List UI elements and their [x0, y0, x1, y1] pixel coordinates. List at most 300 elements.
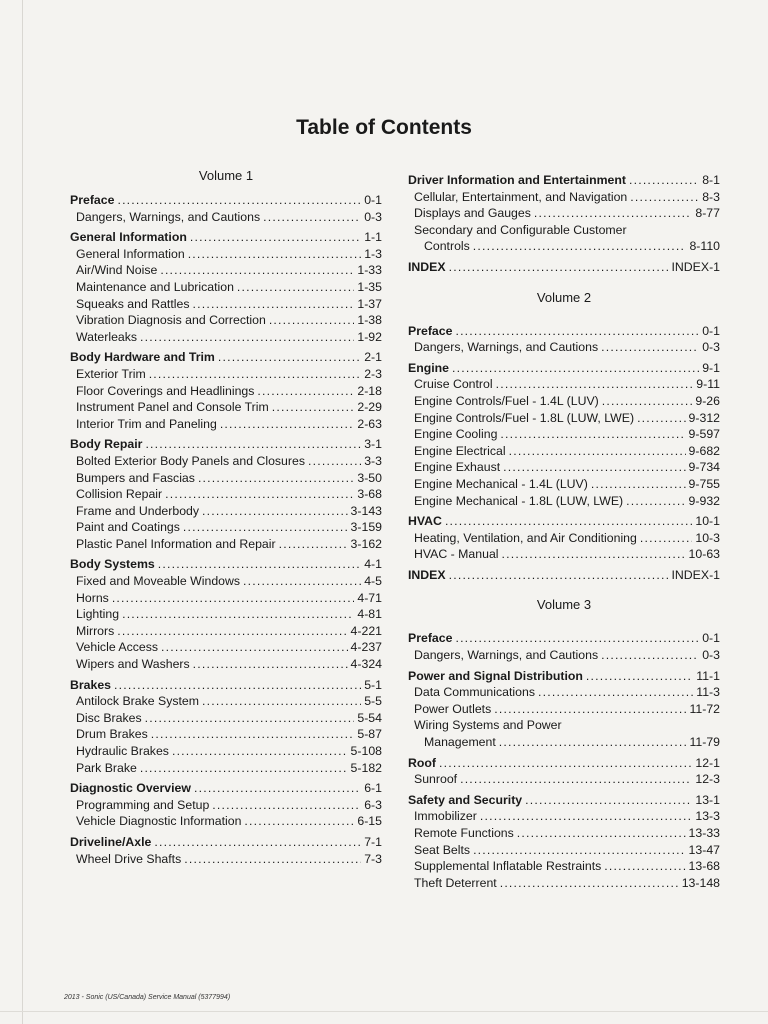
dot-leader — [452, 360, 699, 377]
toc-heading-label: INDEX — [408, 259, 446, 274]
toc-entry[interactable] — [70, 693, 382, 710]
toc-section — [70, 349, 382, 432]
dot-leader — [269, 312, 355, 329]
toc-entry-label: Immobilizer — [414, 809, 477, 824]
dot-leader — [172, 743, 348, 760]
toc-heading[interactable] — [70, 229, 382, 246]
toc-entry-page: 2-63 — [357, 416, 382, 431]
toc-entry[interactable] — [408, 376, 720, 393]
toc-entry-label: Theft Deterrent — [414, 875, 497, 890]
dot-leader — [243, 573, 361, 590]
toc-entry-page: 6-3 — [364, 797, 382, 812]
toc-entry[interactable] — [70, 656, 382, 673]
dot-leader — [473, 238, 687, 255]
toc-heading-page: 12-1 — [695, 755, 720, 770]
toc-entry[interactable] — [70, 710, 382, 727]
dot-leader — [192, 296, 354, 313]
toc-entry-page: 0-3 — [702, 340, 720, 355]
toc-heading[interactable] — [408, 630, 720, 647]
dot-leader — [525, 792, 692, 809]
toc-entry-label: Cruise Control — [414, 377, 493, 392]
dot-leader — [165, 486, 354, 503]
toc-entry[interactable] — [408, 222, 720, 239]
toc-heading-label: Diagnostic Overview — [70, 781, 191, 796]
dot-leader — [445, 513, 692, 530]
toc-heading-label: Body Hardware and Trim — [70, 350, 215, 365]
toc-entry-page: 9-11 — [696, 377, 720, 392]
toc-entry[interactable] — [70, 760, 382, 777]
toc-entry-label: Engine Electrical — [414, 443, 506, 458]
toc-entry-page: 2-18 — [357, 383, 382, 398]
scan-edge-bottom — [0, 1011, 768, 1012]
dot-leader — [517, 825, 686, 842]
toc-section — [70, 677, 382, 777]
toc-entry[interactable] — [70, 797, 382, 814]
toc-entry-page: 1-37 — [357, 296, 382, 311]
dot-leader — [161, 639, 348, 656]
dot-leader — [218, 349, 361, 366]
toc-heading[interactable] — [70, 780, 382, 797]
toc-entry-label: Maintenance and Lubrication — [76, 279, 234, 294]
toc-entry-label: Bumpers and Fascias — [76, 470, 195, 485]
toc-heading[interactable] — [408, 172, 720, 189]
toc-entry-page: 8-77 — [695, 206, 720, 221]
dot-leader — [499, 734, 687, 751]
toc-entry-page: 11-3 — [696, 685, 720, 700]
toc-entry-page: 10-63 — [688, 547, 720, 562]
toc-entry-page: 1-35 — [357, 279, 382, 294]
toc-entry-page: 4-71 — [357, 590, 382, 605]
toc-entry-page: 3-162 — [350, 536, 382, 551]
toc-entry-page: 2-29 — [357, 400, 382, 415]
toc-entry[interactable] — [408, 426, 720, 443]
toc-entry-page: 13-68 — [688, 859, 720, 874]
toc-entry-page: 2-3 — [364, 366, 382, 381]
toc-entry[interactable] — [408, 393, 720, 410]
toc-entry-label: Frame and Underbody — [76, 503, 200, 518]
toc-entry-page: 9-755 — [688, 476, 720, 491]
toc-entry[interactable] — [408, 493, 720, 510]
toc-entry[interactable] — [408, 734, 720, 751]
toc-entry-label: Management — [424, 735, 496, 750]
toc-entry-label: Remote Functions — [414, 826, 514, 840]
toc-heading-page: 0-1 — [364, 193, 382, 207]
toc-entry-label: General Information — [76, 246, 185, 261]
toc-entry[interactable] — [408, 808, 720, 825]
toc-entry-label: Cellular, Entertainment, and Navigation — [414, 189, 628, 204]
toc-heading-label: Engine — [408, 360, 449, 375]
toc-entry-label: Supplemental Inflatable Restraints — [414, 859, 602, 874]
toc-entry-label: Antilock Brake System — [76, 694, 200, 709]
dot-leader — [193, 656, 348, 673]
toc-entry-label: Engine Controls/Fuel - 1.8L (LUW, LWE) — [414, 410, 635, 425]
toc-entry-label: Disc Brakes — [76, 710, 142, 725]
toc-heading-label: Body Repair — [70, 437, 143, 452]
toc-heading-label: Body Systems — [70, 557, 155, 572]
toc-entry[interactable] — [70, 851, 382, 868]
toc-entry-label: Wiring Systems and Power — [414, 718, 562, 733]
dot-leader — [509, 443, 686, 460]
toc-entry[interactable] — [408, 238, 720, 255]
toc-entry-label: Vehicle Access — [76, 640, 159, 655]
toc-section — [408, 792, 720, 892]
toc-entry-page: 11-72 — [689, 701, 720, 716]
toc-entry-label: Engine Mechanical - 1.8L (LUW, LWE) — [414, 493, 624, 508]
dot-leader — [202, 693, 361, 710]
toc-entry[interactable] — [408, 684, 720, 701]
toc-entry-page: 11-79 — [689, 735, 720, 750]
dot-leader — [494, 701, 686, 718]
dot-leader — [198, 470, 354, 487]
dot-leader — [601, 339, 699, 356]
dot-leader — [160, 262, 354, 279]
toc-section — [408, 567, 720, 584]
toc-heading-page: 3-1 — [364, 437, 382, 452]
toc-entry-label: Paint and Coatings — [76, 520, 180, 535]
dot-leader — [502, 546, 686, 563]
toc-entry[interactable] — [70, 209, 382, 226]
volume-1-continued-list — [408, 172, 720, 276]
toc-entry-page: 6-15 — [357, 814, 382, 829]
toc-heading-label: Safety and Security — [408, 792, 523, 807]
toc-entry[interactable] — [408, 189, 720, 206]
toc-entry[interactable] — [408, 476, 720, 493]
dot-leader — [158, 556, 361, 573]
dot-leader — [149, 366, 362, 383]
toc-heading-page: 0-1 — [702, 323, 720, 338]
volume-1-heading: Volume 1 — [198, 168, 254, 183]
toc-section — [408, 172, 720, 255]
toc-entry[interactable] — [408, 858, 720, 875]
toc-entry-page: 3-143 — [350, 503, 382, 518]
dot-leader — [500, 426, 685, 443]
toc-entry-label: Engine Mechanical - 1.4L (LUV) — [414, 476, 588, 491]
toc-heading-page: 7-1 — [364, 834, 382, 849]
dot-leader — [212, 797, 361, 814]
toc-entry-label: Mirrors — [76, 623, 115, 638]
dot-leader — [591, 476, 686, 493]
dot-leader — [586, 668, 693, 685]
toc-entry[interactable] — [70, 519, 382, 536]
toc-section — [408, 755, 720, 788]
toc-entry[interactable] — [70, 486, 382, 503]
toc-entry-label: Exterior Trim — [76, 366, 146, 381]
toc-entry-page: 5-87 — [357, 727, 382, 742]
toc-entry[interactable] — [408, 825, 720, 842]
toc-heading-label: Preface — [408, 631, 453, 646]
toc-heading-label: INDEX — [408, 567, 446, 582]
toc-heading-label: HVAC — [408, 514, 442, 529]
dot-leader — [500, 875, 679, 892]
toc-heading-label: Power and Signal Distribution — [408, 668, 583, 683]
toc-heading[interactable] — [408, 792, 720, 809]
toc-entry-page: 13-3 — [695, 809, 720, 824]
toc-heading-label: General Information — [70, 230, 187, 245]
toc-section — [70, 556, 382, 672]
toc-entry-page: 9-26 — [695, 393, 720, 408]
toc-entry[interactable] — [70, 262, 382, 279]
toc-heading[interactable] — [70, 436, 382, 453]
toc-entry-page: 13-148 — [681, 875, 720, 890]
toc-entry-label: Vehicle Diagnostic Information — [76, 814, 242, 829]
dot-leader — [184, 851, 361, 868]
toc-entry-label: Secondary and Configurable Customer — [414, 222, 627, 237]
toc-entry-label: Hydraulic Brakes — [76, 744, 169, 758]
toc-section — [408, 360, 720, 509]
toc-section — [408, 513, 720, 563]
toc-entry-page: 3-159 — [350, 520, 382, 535]
toc-entry-label: Waterleaks — [76, 329, 138, 344]
dot-leader — [455, 630, 699, 647]
dot-leader — [279, 536, 348, 553]
dot-leader — [626, 493, 685, 510]
dot-leader — [629, 172, 699, 189]
dot-leader — [602, 393, 693, 410]
dot-leader — [220, 416, 355, 433]
toc-entry-page: 13-47 — [688, 842, 720, 857]
toc-heading[interactable] — [70, 192, 382, 209]
toc-heading-page: 11-1 — [696, 668, 720, 683]
toc-entry[interactable] — [70, 470, 382, 487]
toc-heading-page: INDEX-1 — [671, 567, 720, 582]
dot-leader — [534, 205, 692, 222]
toc-heading-page: 4-1 — [364, 557, 382, 572]
toc-heading-page: 1-1 — [364, 230, 382, 245]
toc-entry-page: 5-108 — [350, 744, 382, 758]
dot-leader — [145, 710, 355, 727]
toc-entry-page: 4-81 — [357, 607, 382, 622]
toc-entry-label: Collision Repair — [76, 487, 163, 502]
toc-section — [408, 323, 720, 356]
toc-entry[interactable] — [70, 279, 382, 296]
toc-heading[interactable] — [408, 259, 720, 276]
toc-entry-page: 4-221 — [350, 623, 382, 638]
toc-entry-page: 9-312 — [688, 410, 720, 425]
dot-leader — [151, 726, 355, 743]
toc-heading-page: 0-1 — [702, 631, 720, 646]
toc-entry-page: 0-3 — [702, 648, 720, 663]
toc-entry[interactable] — [408, 717, 720, 734]
toc-entry-label: Squeaks and Rattles — [76, 296, 190, 311]
toc-entry-page: 4-237 — [350, 640, 382, 655]
toc-entry[interactable] — [70, 726, 382, 743]
toc-entry[interactable] — [408, 875, 720, 892]
toc-entry-label: Engine Controls/Fuel - 1.4L (LUV) — [414, 393, 599, 408]
toc-entry[interactable] — [408, 546, 720, 563]
volume-2-heading: Volume 2 — [536, 289, 592, 305]
toc-entry-label: Wipers and Washers — [76, 657, 190, 672]
toc-entry[interactable] — [70, 383, 382, 400]
toc-entry[interactable] — [70, 573, 382, 590]
scan-edge-left — [22, 0, 23, 1024]
toc-entry-label: Wheel Drive Shafts — [76, 851, 182, 866]
toc-entry[interactable] — [70, 623, 382, 640]
toc-section — [70, 436, 382, 552]
toc-entry[interactable] — [70, 296, 382, 313]
dot-leader — [117, 623, 347, 640]
toc-entry-label: Heating, Ventilation, and Air Conditioning — [414, 530, 637, 545]
toc-entry[interactable] — [408, 459, 720, 476]
toc-entry[interactable] — [70, 366, 382, 383]
toc-entry-page: 4-5 — [364, 574, 382, 589]
toc-entry-label: Horns — [76, 590, 109, 605]
toc-heading-page: INDEX-1 — [671, 259, 720, 274]
toc-entry-label: Dangers, Warnings, and Cautions — [414, 648, 599, 663]
toc-entry[interactable] — [70, 399, 382, 416]
toc-entry[interactable] — [408, 410, 720, 427]
toc-entry[interactable] — [408, 771, 720, 788]
toc-entry-label: HVAC - Manual — [414, 547, 499, 562]
toc-heading[interactable] — [70, 677, 382, 694]
toc-entry-page: 4-324 — [350, 657, 382, 672]
toc-heading[interactable] — [408, 668, 720, 685]
dot-leader — [194, 780, 361, 797]
toc-section — [70, 834, 382, 867]
toc-entry-label: Floor Coverings and Headlinings — [76, 383, 255, 398]
toc-entry-label: Vibration Diagnosis and Correction — [76, 313, 266, 328]
dot-leader — [601, 647, 699, 664]
toc-entry[interactable] — [408, 842, 720, 859]
toc-entry[interactable] — [408, 530, 720, 547]
toc-entry-page: 0-3 — [364, 209, 382, 224]
toc-entry-page: 1-3 — [364, 246, 382, 261]
toc-entry-page: 7-3 — [364, 851, 382, 866]
dot-leader — [640, 530, 693, 547]
toc-heading-page: 2-1 — [364, 350, 382, 365]
dot-leader — [263, 209, 361, 226]
toc-entry-page: 3-68 — [357, 487, 382, 502]
page-title: Table of Contents — [296, 116, 472, 139]
toc-entry[interactable] — [408, 701, 720, 718]
dot-leader — [122, 606, 354, 623]
toc-heading-label: Driver Information and Entertainment — [408, 173, 626, 187]
dot-leader — [237, 279, 354, 296]
toc-entry[interactable] — [70, 329, 382, 346]
dot-leader — [439, 755, 692, 772]
toc-entry[interactable] — [408, 443, 720, 460]
toc-entry-label: Sunroof — [414, 772, 458, 787]
toc-entry-label: Fixed and Moveable Windows — [76, 574, 241, 589]
dot-leader — [114, 677, 361, 694]
toc-heading[interactable] — [70, 556, 382, 573]
volume-1-list — [70, 192, 382, 867]
toc-entry-page: 9-597 — [688, 427, 720, 442]
toc-section — [408, 259, 720, 276]
page-footer: 2013 - Sonic (US/Canada) Service Manual (5377994) — [64, 994, 231, 1001]
dot-leader — [190, 229, 361, 246]
toc-entry-label: Power Outlets — [414, 701, 492, 716]
toc-heading-page: 5-1 — [364, 677, 382, 692]
toc-entry[interactable] — [70, 536, 382, 553]
toc-entry-label: Plastic Panel Information and Repair — [76, 536, 276, 551]
toc-section — [70, 229, 382, 345]
toc-entry-page: 12-3 — [695, 772, 720, 787]
toc-entry-page: 8-3 — [702, 189, 720, 204]
toc-heading[interactable] — [408, 513, 720, 530]
toc-entry[interactable] — [70, 743, 382, 760]
toc-entry-label: Displays and Gauges — [414, 206, 531, 221]
volume-3-heading: Volume 3 — [536, 597, 592, 613]
dot-leader — [140, 329, 354, 346]
toc-heading[interactable] — [408, 360, 720, 377]
toc-entry-label: Engine Cooling — [414, 427, 498, 442]
toc-entry-page: 13-33 — [688, 826, 720, 840]
toc-heading-label: Preface — [70, 193, 115, 207]
toc-entry[interactable] — [70, 606, 382, 623]
toc-entry[interactable] — [70, 416, 382, 433]
toc-entry-page: 8-110 — [689, 239, 720, 254]
toc-entry-page: 1-38 — [357, 313, 382, 328]
toc-heading-page: 13-1 — [695, 792, 720, 807]
right-column — [408, 168, 720, 891]
toc-entry-page: 10-3 — [695, 530, 720, 545]
toc-heading[interactable] — [70, 834, 382, 851]
toc-heading-page: 10-1 — [695, 514, 720, 529]
dot-leader — [145, 436, 361, 453]
toc-heading[interactable] — [408, 567, 720, 584]
toc-entry-label: Data Communications — [414, 685, 535, 700]
toc-entry[interactable] — [70, 503, 382, 520]
toc-entry[interactable] — [70, 639, 382, 656]
dot-leader — [449, 259, 669, 276]
dot-leader — [154, 834, 361, 851]
toc-entry[interactable] — [70, 590, 382, 607]
toc-heading[interactable] — [408, 755, 720, 772]
toc-entry-label: Air/Wind Noise — [76, 263, 158, 278]
toc-entry[interactable] — [70, 312, 382, 329]
toc-entry[interactable] — [408, 647, 720, 664]
toc-entry-page: 1-33 — [357, 263, 382, 278]
toc-heading[interactable] — [408, 323, 720, 340]
toc-entry-page: 3-50 — [357, 470, 382, 485]
toc-entry-label: Drum Brakes — [76, 727, 148, 742]
dot-leader — [308, 453, 361, 470]
toc-heading-label: Brakes — [70, 677, 112, 692]
toc-section — [70, 780, 382, 830]
toc-entry-page: 1-92 — [357, 329, 382, 344]
dot-leader — [244, 813, 354, 830]
dot-leader — [188, 246, 362, 263]
toc-entry-page: 9-682 — [688, 443, 720, 458]
dot-leader — [538, 684, 693, 701]
toc-entry[interactable] — [70, 246, 382, 263]
dot-leader — [117, 192, 361, 209]
toc-entry[interactable] — [408, 339, 720, 356]
toc-entry-label: Interior Trim and Paneling — [76, 416, 217, 431]
toc-entry-label: Controls — [424, 239, 470, 254]
toc-entry-label: Park Brake — [76, 760, 137, 775]
toc-entry[interactable] — [70, 813, 382, 830]
toc-section — [408, 668, 720, 751]
toc-entry-label: Instrument Panel and Console Trim — [76, 400, 269, 415]
toc-heading[interactable] — [70, 349, 382, 366]
dot-leader — [503, 459, 685, 476]
toc-entry-label: Programming and Setup — [76, 797, 210, 812]
dot-leader — [183, 519, 348, 536]
toc-entry[interactable] — [408, 205, 720, 222]
dot-leader — [257, 383, 354, 400]
toc-entry-label: Seat Belts — [414, 842, 471, 857]
volume-3-list — [408, 630, 720, 891]
toc-entry[interactable] — [70, 453, 382, 470]
left-column — [70, 168, 382, 867]
dot-leader — [112, 590, 355, 607]
toc-heading-label: Preface — [408, 323, 453, 338]
dot-leader — [202, 503, 348, 520]
toc-section — [408, 630, 720, 663]
toc-entry-page: 9-932 — [688, 493, 720, 508]
dot-leader — [630, 189, 699, 206]
